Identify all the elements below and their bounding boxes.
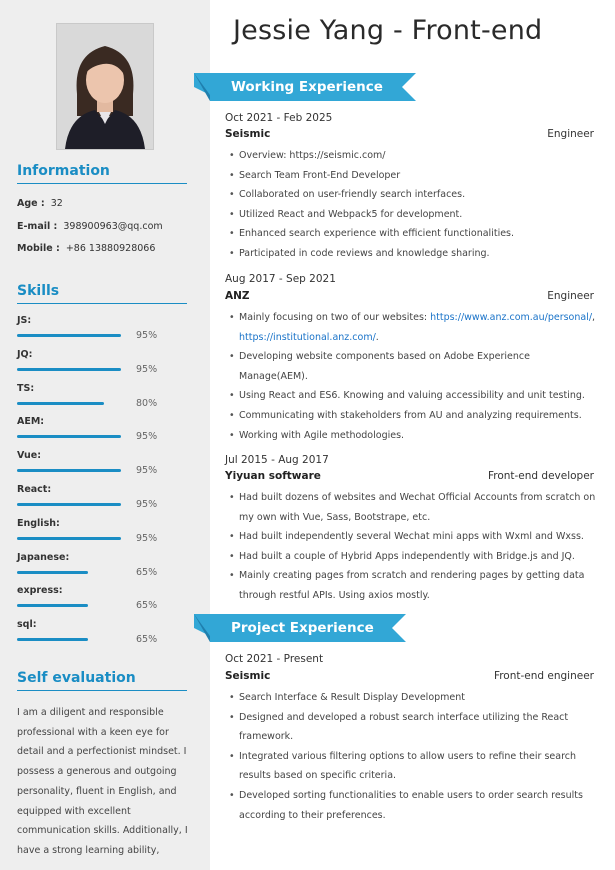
bullet-item: • Participated in code reviews and knowledge sharing. <box>229 244 599 264</box>
info-age <box>17 198 63 209</box>
skill-name: TS: <box>17 382 35 394</box>
job-company: ANZ <box>225 290 250 302</box>
skill-bar <box>17 537 121 540</box>
job-company: Seismic <box>225 128 271 140</box>
info-mobile <box>17 243 155 254</box>
bullet-item: • Designed and developed a robust search interface utilizing the React framework. <box>229 708 599 747</box>
working-experience-banner <box>194 73 416 101</box>
information-heading: Information <box>17 163 187 184</box>
job-role: Engineer <box>547 128 594 140</box>
skill-bar <box>17 503 121 506</box>
skill-percent: 95% <box>136 499 158 510</box>
info-mobile-value: +86 13880928066 <box>65 243 156 254</box>
anz-institutional-link[interactable]: https://institutional.anz.com/ <box>239 331 376 343</box>
skill-percent: 80% <box>136 397 158 409</box>
skill-name: React: <box>17 484 52 495</box>
bullet-item: • Overview: https://seismic.com/ <box>229 146 599 166</box>
skill-bar <box>17 368 121 371</box>
skill-name: Japanese: <box>17 551 70 563</box>
project-experience-title: Project Experience <box>231 620 374 636</box>
skill-bar <box>17 638 88 641</box>
job-date: Oct 2021 - Feb 2025 <box>225 112 333 124</box>
skill-bar <box>17 469 121 472</box>
bullet-text: Mainly focusing on two of our websites: <box>239 312 431 323</box>
bullet-item: • Developing website components based on Adobe Experience Manage(AEM). <box>229 347 599 386</box>
skill-percent: 65% <box>136 600 158 612</box>
skill-name: sql: <box>17 619 37 631</box>
project-experience-banner <box>194 614 406 642</box>
info-email-value: 398900963@qq.com <box>63 221 163 232</box>
project-role: Front-end engineer <box>493 670 594 682</box>
skill-bar <box>17 571 88 574</box>
info-mobile-label: Mobile : <box>17 243 60 254</box>
skill-bar <box>17 402 104 405</box>
bullet-item: • Integrated various filtering options to allow users to refine their search results based on specific criteria. <box>229 747 599 786</box>
bullet-item: • Utilized React and Webpack5 for development. <box>229 205 599 225</box>
bullet-item: • Search Team Front-End Developer <box>229 166 599 186</box>
skill-percent: 95% <box>136 330 158 341</box>
skill-name: English: <box>17 517 60 529</box>
self-evaluation-heading: Self evaluation <box>17 670 187 691</box>
bullet-suffix: . <box>375 331 379 343</box>
bullet-item <box>229 308 599 347</box>
skill-bar <box>17 435 121 438</box>
anz-personal-link[interactable]: https://www.anz.com.au/personal/ <box>430 312 593 323</box>
skill-percent: 95% <box>136 431 158 443</box>
bullet-item: • Enhanced search experience with efficient functionalities. <box>229 224 599 244</box>
sidebar <box>0 0 210 870</box>
job-role: Front-end developer <box>487 470 594 482</box>
bullet-item: • Had built independently several Wechat mini apps with Wxml and Wxss. <box>229 527 599 547</box>
skill-name: JS: <box>17 315 32 326</box>
skill-percent: 95% <box>136 363 158 375</box>
info-age-label: Age : <box>17 198 45 209</box>
skill-percent: 65% <box>136 634 158 646</box>
job-bullets <box>229 308 599 445</box>
skill-bar <box>17 334 121 337</box>
job-role: Engineer <box>547 290 594 302</box>
bullet-item: • Using React and ES6. Knowing and valuing accessibility and unit testing. <box>229 386 599 406</box>
bullet-item: • Mainly creating pages from scratch and rendering pages by getting data through restful APIs. Using axios mostly. <box>229 566 599 605</box>
bullet-item: • Communicating with stakeholders from AU and analyzing requirements. <box>229 406 599 426</box>
skill-percent: 95% <box>136 532 158 544</box>
bullet-item: • Working with Agile methodologies. <box>229 426 599 446</box>
skills-heading: Skills <box>17 283 187 304</box>
bullet-item: • Had built dozens of websites and Wechat Official Accounts from scratch on my own with Vue, Sass, Bootstrape, etc. <box>229 488 599 527</box>
resume-title: Jessie Yang - Front-end <box>233 15 543 46</box>
project-bullets <box>229 688 599 825</box>
job-date: Aug 2017 - Sep 2021 <box>225 273 336 285</box>
skill-percent: 95% <box>136 465 158 477</box>
bullet-item: • Developed sorting functionalities to enable users to order search results according to their preferences. <box>229 786 599 825</box>
working-experience-title: Working Experience <box>231 79 383 95</box>
bullet-item: • Collaborated on user-friendly search interfaces. <box>229 185 599 205</box>
job-company: Yiyuan software <box>225 470 321 482</box>
skill-name: JQ: <box>17 348 33 360</box>
job-bullets <box>229 488 599 606</box>
info-email <box>17 221 163 232</box>
job-bullets <box>229 146 599 264</box>
self-evaluation-text: I am a diligent and responsible professional with a keen eye for detail and a perfectionist mindset. I possess a generous and outgoing personality, fluent in English, and equipped with excellent communication skills. Additionally, I have a strong learning ability, <box>17 707 188 856</box>
profile-photo <box>56 23 154 150</box>
skill-name: AEM: <box>17 416 45 428</box>
skill-percent: 65% <box>136 566 158 578</box>
bullet-item: • Search Interface & Result Display Development <box>229 688 599 708</box>
job-date: Jul 2015 - Aug 2017 <box>225 454 329 466</box>
skill-name: express: <box>17 585 63 597</box>
bullet-item: • Had built a couple of Hybrid Apps independently with Bridge.js and JQ. <box>229 547 599 567</box>
skill-name: Vue: <box>17 450 42 462</box>
project-company: Seismic <box>225 670 271 682</box>
info-email-label: E-mail : <box>17 221 58 232</box>
info-age-value: 32 <box>50 198 63 209</box>
bullet-separator: , <box>592 312 596 323</box>
skill-bar <box>17 604 88 607</box>
project-date: Oct 2021 - Present <box>225 653 324 665</box>
